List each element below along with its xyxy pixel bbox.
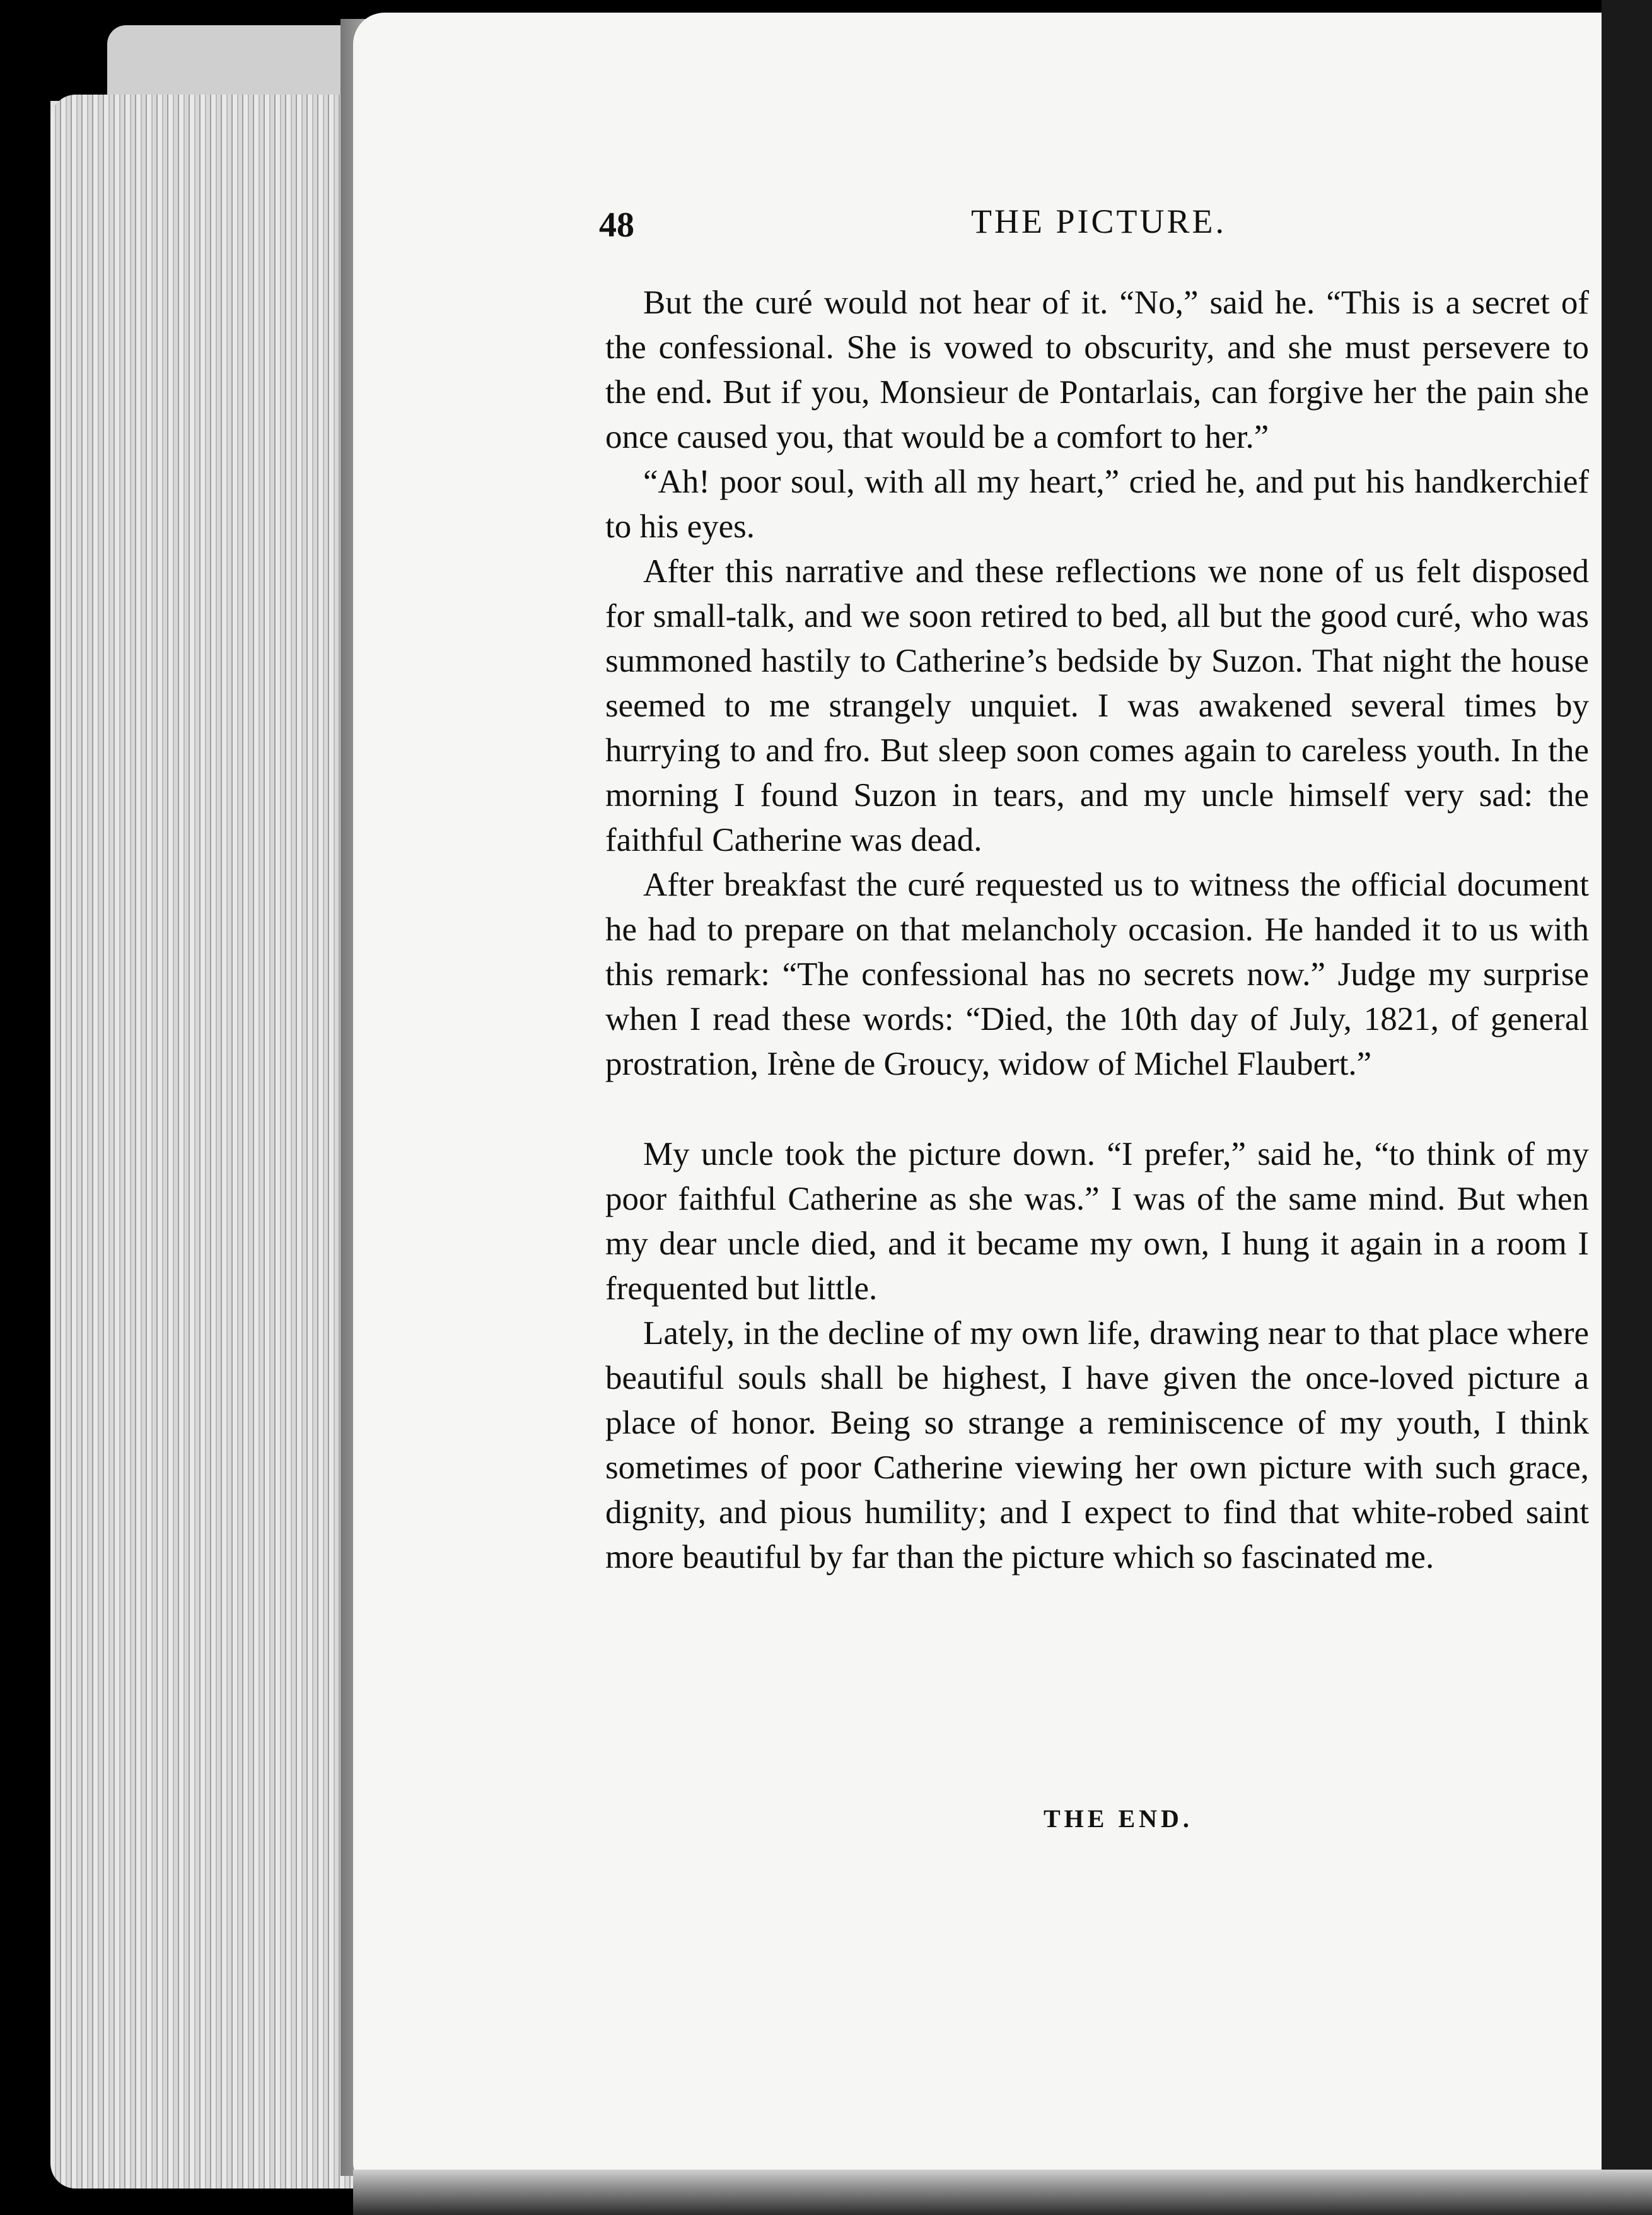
scan-bottom-edge (353, 2170, 1652, 2215)
scan-right-edge (1602, 0, 1652, 2215)
paragraph: After this narrative and these reflections we none of us felt disposed for small-talk, and we soon retired to bed, all but the good curé, who was summoned hastily to Catherine’s bedside by Suzon. That night the house seemed to me strangely unquiet. I was awakened several times by hurrying to and fro. But sleep soon comes again to careless youth. In the morning I found Suzon in tears, and my uncle himself very sad: the faithful Catherine was dead. (605, 553, 1589, 858)
body-text (605, 281, 1589, 1580)
book-page (353, 13, 1620, 2182)
running-head: THE PICTURE. (971, 202, 1226, 240)
paragraph: “Ah! poor soul, with all my heart,” cried he, and put his handkerchief to his eyes. (605, 464, 1589, 545)
page-number: 48 (599, 206, 634, 245)
paragraph: But the curé would not hear of it. “No,” said he. “This is a secret of the confessional. She is vowed to obscurity, and she must persevere to the end. But if you, Monsieur de Pontarlais, can forgive her the pain she once caused you, that would be a comfort to her.” (605, 284, 1589, 455)
paragraph: After breakfast the curé requested us to witness the official document he had to prepare on that melancholy occasion. He handed it to us with this remark: “The confessional has no secrets now.” Judge my surprise when I read these words: “Died, the 10th day of July, 1821, of general prostration, Irène de Groucy, widow of Michel Flaubert.” (605, 867, 1589, 1082)
closing-line: THE END. (1044, 1804, 1193, 1833)
paragraph: Lately, in the decline of my own life, drawing near to that place where beautiful souls shall be highest, I have given the once-loved picture a place of honor. Being so strange a reminiscence of my youth, I think sometimes of poor Catherine viewing her own picture with such grace, dignity, and pious humility; and I expect to find that white-robed saint more beautiful by far than the picture which so fascinated me. (605, 1315, 1589, 1575)
paragraph: My uncle took the picture down. “I prefer,” said he, “to think of my poor faithful Catherine as she was.” I was of the same mind. But when my dear uncle died, and it became my own, I hung it again in a room I frequented but little. (605, 1136, 1589, 1307)
page-edges (50, 95, 378, 2189)
